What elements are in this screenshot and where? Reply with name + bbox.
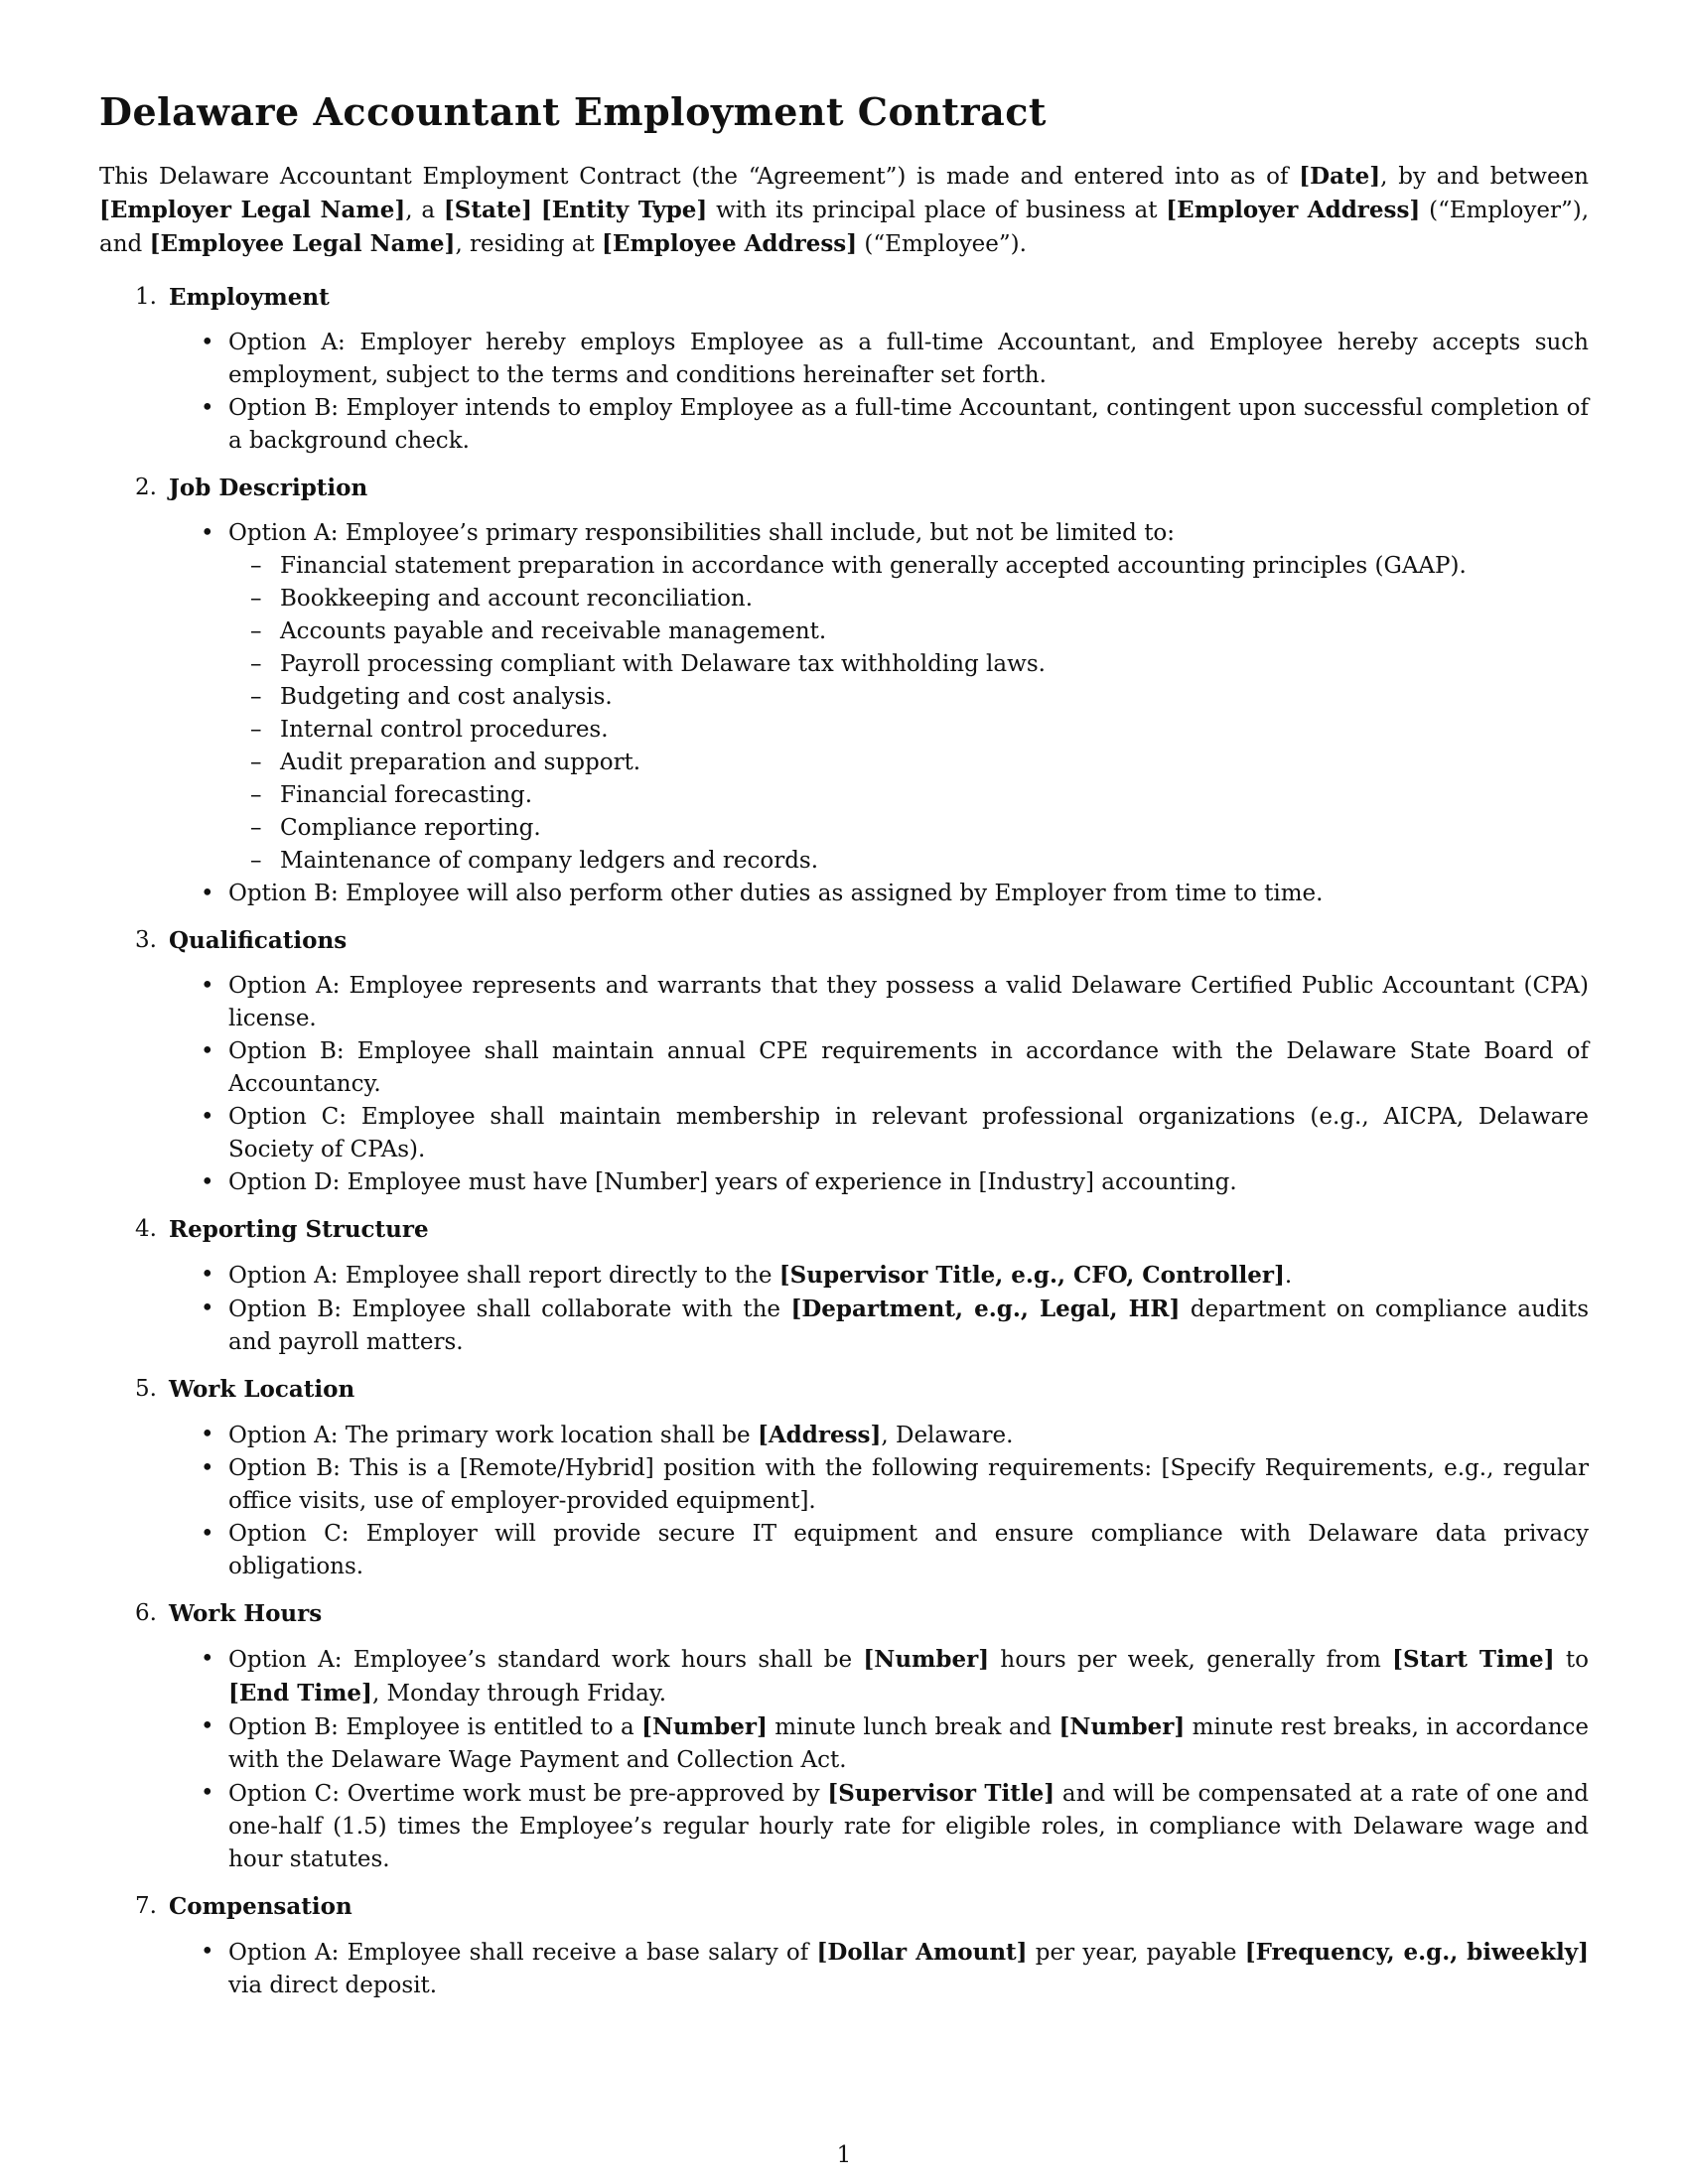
- option-item: [228, 1518, 1589, 1583]
- option-list: [99, 1259, 1589, 1359]
- section-heading: [99, 1213, 1589, 1247]
- section-number: 5.: [135, 1376, 157, 1402]
- document-page: [99, 89, 1589, 2016]
- text-segment: Option A: Employee shall report directly to the: [228, 1263, 779, 1289]
- placeholder-field: [Number]: [863, 1646, 990, 1673]
- section-title: Employment: [169, 284, 330, 311]
- section-number: 1.: [135, 284, 157, 310]
- responsibility-item: – Accounts payable and receivable management.: [280, 615, 1589, 648]
- text-segment: Option C: Employer will provide secure IT equipment and ensure compliance with Delaware data privacy obligations.: [228, 1521, 1589, 1579]
- text-segment: , by and between: [1380, 164, 1589, 190]
- intro-paragraph: [99, 160, 1589, 261]
- section-heading: [99, 1597, 1589, 1631]
- text-segment: Option A: The primary work location shall be: [228, 1423, 758, 1448]
- option-list: [99, 517, 1589, 910]
- placeholder-field: [Entity Type]: [540, 197, 708, 223]
- text-segment: (“Employer”), and: [99, 198, 1590, 257]
- placeholder-field: [Employee Legal Name]: [149, 230, 456, 257]
- section-title: Work Hours: [169, 1600, 323, 1627]
- responsibility-item: – Maintenance of company ledgers and records.: [280, 845, 1589, 878]
- responsibility-item: – Audit preparation and support.: [280, 747, 1589, 779]
- option-item: [228, 392, 1589, 458]
- placeholder-field: [State]: [443, 197, 533, 223]
- responsibility-item: – Internal control procedures.: [280, 714, 1589, 747]
- text-segment: minute lunch break and: [767, 1714, 1059, 1740]
- option-item: [228, 1777, 1589, 1876]
- text-segment: department on compliance audits and payroll matters.: [228, 1297, 1590, 1355]
- option-item: [228, 1035, 1589, 1101]
- placeholder-field: [Number]: [1058, 1713, 1186, 1740]
- section-title: Job Description: [169, 475, 368, 501]
- section-title: Reporting Structure: [169, 1216, 429, 1243]
- text-segment: Option A: Employer hereby employs Employee as a full-time Accountant, and Employee hereby accepts such employment, subject to the terms and conditions hereinafter set forth.: [228, 330, 1589, 388]
- section-6: [99, 1597, 1589, 1876]
- section-5: [99, 1373, 1589, 1583]
- section-title: Compensation: [169, 1893, 352, 1920]
- option-item: [228, 1259, 1589, 1293]
- text-segment: Option C: Overtime work must be pre-approved by: [228, 1781, 828, 1807]
- placeholder-field: [Address]: [757, 1422, 882, 1448]
- text-segment: Option B: Employee is entitled to a: [228, 1714, 642, 1740]
- section-4: [99, 1213, 1589, 1359]
- text-segment: via direct deposit.: [228, 1973, 438, 1998]
- responsibility-list: [228, 550, 1589, 878]
- responsibility-item: – Budgeting and cost analysis.: [280, 681, 1589, 714]
- option-item: [228, 1419, 1589, 1452]
- placeholder-field: [Employee Address]: [602, 230, 858, 257]
- text-segment: Option A: Employee’s standard work hours shall be: [228, 1647, 864, 1673]
- text-segment: Option C: Employee shall maintain membership in relevant professional organizations (e.g., AICPA, Delaware Society of CPAs).: [228, 1104, 1589, 1162]
- placeholder-field: [Date]: [1299, 163, 1381, 190]
- text-segment: This Delaware Accountant Employment Contract (the “Agreement”) is made and entered into as of: [99, 164, 1300, 190]
- option-list: [99, 327, 1589, 458]
- section-title: Qualifications: [169, 927, 348, 954]
- text-segment: and will be compensated at a rate of one and one-half (1.5) times the Employee’s regular hourly rate for eligible roles, in compliance with Delaware wage and hour statutes.: [228, 1781, 1589, 1872]
- section-number: 6.: [135, 1600, 157, 1626]
- section-1: [99, 281, 1589, 458]
- text-segment: Option B: This is a [Remote/Hybrid] position with the following requirements: [Specify Requirements, e.g., regular office visits, use of employer-provided equipment].: [228, 1455, 1589, 1514]
- text-segment: .: [1284, 1263, 1293, 1289]
- text-segment: per year, payable: [1027, 1940, 1245, 1966]
- text-segment: with its principal place of business at: [707, 198, 1167, 223]
- placeholder-field: [Start Time]: [1392, 1646, 1555, 1673]
- text-segment: Option A: Employee’s primary responsibilities shall include, but not be limited to:: [228, 520, 1176, 546]
- text-segment: , Monday through Friday.: [371, 1681, 667, 1706]
- option-list: [99, 1936, 1589, 2002]
- section-heading: [99, 472, 1589, 505]
- section-number: 7.: [135, 1893, 157, 1919]
- text-segment: [532, 198, 541, 223]
- option-item: [228, 1710, 1589, 1777]
- section-heading: [99, 1890, 1589, 1924]
- text-segment: , Delaware.: [881, 1423, 1014, 1448]
- option-item: [228, 1936, 1589, 2002]
- section-7: [99, 1890, 1589, 2002]
- option-item: [228, 878, 1589, 910]
- option-item: [228, 327, 1589, 392]
- placeholder-field: [Employer Legal Name]: [99, 197, 406, 223]
- responsibility-item: – Financial statement preparation in accordance with generally accepted accounting principles (GAAP).: [280, 550, 1589, 583]
- section-heading: [99, 924, 1589, 958]
- placeholder-field: [Supervisor Title]: [827, 1780, 1055, 1807]
- placeholder-field: [Employer Address]: [1166, 197, 1421, 223]
- option-item: [228, 1452, 1589, 1518]
- section-number: 2.: [135, 475, 157, 500]
- option-list: [99, 970, 1589, 1199]
- section-heading: [99, 281, 1589, 315]
- responsibility-item: – Financial forecasting.: [280, 779, 1589, 812]
- text-segment: to: [1554, 1647, 1589, 1673]
- text-segment: , a: [405, 198, 444, 223]
- option-item: [228, 1101, 1589, 1166]
- placeholder-field: [Department, e.g., Legal, HR]: [790, 1296, 1181, 1322]
- option-item: [228, 1166, 1589, 1199]
- text-segment: (“Employee”).: [857, 231, 1027, 257]
- document-title: Delaware Accountant Employment Contract: [99, 89, 1047, 134]
- text-segment: minute rest breaks, in accordance with the Delaware Wage Payment and Collection Act.: [228, 1714, 1589, 1773]
- text-segment: Option A: Employee shall receive a base salary of: [228, 1940, 817, 1966]
- placeholder-field: [Frequency, e.g., biweekly]: [1244, 1939, 1589, 1966]
- responsibility-item: – Compliance reporting.: [280, 812, 1589, 845]
- text-segment: Option B: Employee shall collaborate with the: [228, 1297, 791, 1322]
- placeholder-field: [Number]: [641, 1713, 768, 1740]
- text-segment: Option B: Employee shall maintain annual CPE requirements in accordance with the Delaware State Board of Accountancy.: [228, 1038, 1589, 1097]
- page-number: 1: [836, 2142, 852, 2168]
- option-item: [228, 517, 1589, 878]
- text-segment: Option B: Employee will also perform other duties as assigned by Employer from time to time.: [228, 881, 1324, 906]
- section-heading: [99, 1373, 1589, 1407]
- text-segment: hours per week, generally from: [989, 1647, 1393, 1673]
- text-segment: Option D: Employee must have [Number] years of experience in [Industry] accounting.: [228, 1169, 1237, 1195]
- section-2: [99, 472, 1589, 910]
- section-number: 4.: [135, 1216, 157, 1242]
- section-title: Work Location: [169, 1376, 355, 1403]
- placeholder-field: [End Time]: [228, 1680, 372, 1706]
- option-item: [228, 1293, 1589, 1359]
- text-segment: Option A: Employee represents and warrants that they possess a valid Delaware Certified Public Accountant (CPA) license.: [228, 973, 1589, 1031]
- option-list: [99, 1419, 1589, 1583]
- section-3: [99, 924, 1589, 1199]
- option-item: [228, 970, 1589, 1035]
- option-item: [228, 1643, 1589, 1710]
- responsibility-item: – Payroll processing compliant with Delaware tax withholding laws.: [280, 648, 1589, 681]
- text-segment: , residing at: [455, 231, 603, 257]
- placeholder-field: [Dollar Amount]: [816, 1939, 1028, 1966]
- placeholder-field: [Supervisor Title, e.g., CFO, Controller]: [778, 1262, 1285, 1289]
- section-list: [99, 281, 1589, 2002]
- responsibility-item: – Bookkeeping and account reconciliation.: [280, 583, 1589, 615]
- option-list: [99, 1643, 1589, 1876]
- section-number: 3.: [135, 927, 157, 953]
- text-segment: Option B: Employer intends to employ Employee as a full-time Accountant, contingent upon successful completion of a background check.: [228, 395, 1589, 454]
